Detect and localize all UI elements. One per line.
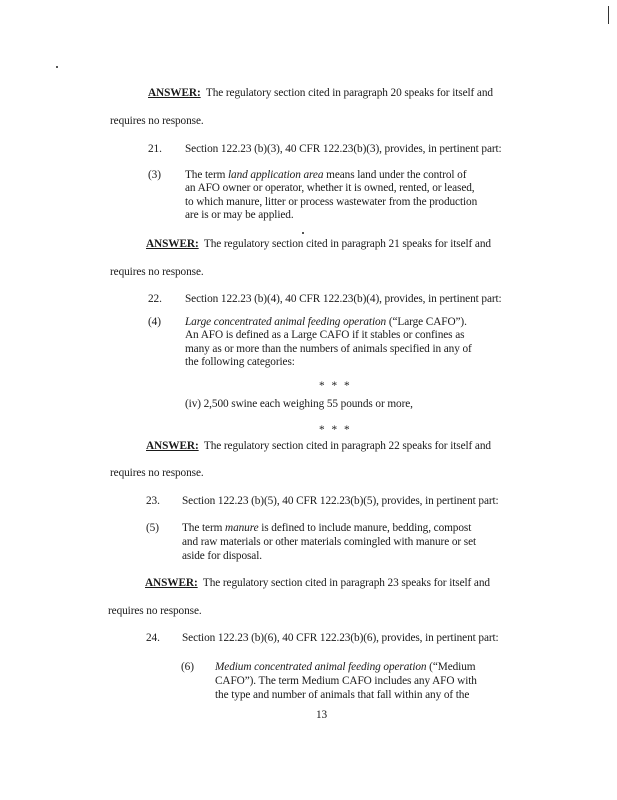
answer-23-line-1: [145, 577, 490, 590]
quote-21-line-2: an AFO owner or operator, whether it is owned, rented, or leased,: [185, 182, 475, 194]
quote-22-line-4: the following categories:: [185, 356, 295, 368]
quote-24-line-1: Medium concentrated animal feeding operation (“Medium: [215, 661, 476, 673]
paragraph-21-text: Section 122.23 (b)(3), 40 CFR 122.23(b)(3), provides, in pertinent part:: [185, 143, 502, 155]
paragraph-21-number: 21.: [148, 143, 162, 155]
ellipsis-stars: * * *: [319, 424, 352, 436]
quote-21-line-3: to which manure, litter or process wastewater from the production: [185, 196, 478, 208]
answer-label: ANSWER:: [148, 87, 201, 99]
quote-23-line-3: aside for disposal.: [182, 550, 262, 562]
page-number: 13: [316, 709, 328, 721]
answer-21-line-2: requires no response.: [110, 266, 204, 278]
answer-label: ANSWER:: [146, 238, 199, 250]
quote-21-line-4: are is or may be applied.: [185, 209, 294, 221]
defined-term: land application area: [228, 169, 324, 181]
answer-22-line-1: [146, 440, 491, 453]
quote-23-number: (5): [146, 522, 159, 534]
quote-21-number: (3): [148, 169, 161, 181]
paragraph-22-text: Section 122.23 (b)(4), 40 CFR 122.23(b)(4), provides, in pertinent part:: [185, 293, 502, 305]
answer-text: The regulatory section cited in paragraph 21 speaks for itself and: [203, 238, 491, 250]
answer-text: The regulatory section cited in paragraph 22 speaks for itself and: [203, 440, 491, 452]
answer-22-line-2: requires no response.: [110, 467, 204, 479]
answer-20-line-1: [148, 87, 493, 100]
defined-term: Medium concentrated animal feeding operation: [215, 661, 427, 673]
quote-22-line-3: many as or more than the numbers of animals specified in any of: [185, 343, 472, 355]
answer-text: The regulatory section cited in paragraph 23 speaks for itself and: [202, 577, 490, 589]
scan-speck: [302, 232, 304, 234]
paragraph-22-number: 22.: [148, 293, 162, 305]
quote-22-line-1: Large concentrated animal feeding operation (“Large CAFO”).: [185, 316, 467, 328]
quote-23-line-1: The term manure is defined to include manure, bedding, compost: [182, 522, 472, 534]
quote-23-line-2: and raw materials or other materials comingled with manure or set: [182, 536, 477, 548]
defined-term: manure: [225, 522, 259, 534]
answer-label: ANSWER:: [146, 440, 199, 452]
scan-edge-mark: [608, 6, 609, 24]
quote-22-number: (4): [148, 316, 161, 328]
paragraph-24-number: 24.: [146, 632, 160, 644]
quote-22-line-2: An AFO is defined as a Large CAFO if it stables or confines as: [185, 329, 465, 341]
answer-text: The regulatory section cited in paragraph 20 speaks for itself and: [205, 87, 493, 99]
quote-24-number: (6): [181, 661, 194, 673]
paragraph-23-number: 23.: [146, 495, 160, 507]
answer-23-line-2: requires no response.: [108, 605, 202, 617]
quote-22-item-iv: (iv) 2,500 swine each weighing 55 pounds or more,: [185, 398, 413, 410]
scan-speck: [56, 66, 58, 68]
answer-label: ANSWER:: [145, 577, 198, 589]
answer-21-line-1: [146, 238, 491, 251]
quote-24-line-3: the type and number of animals that fall within any of the: [215, 689, 470, 701]
paragraph-24-text: Section 122.23 (b)(6), 40 CFR 122.23(b)(6), provides, in pertinent part:: [182, 632, 499, 644]
ellipsis-stars: * * *: [319, 380, 352, 392]
defined-term: Large concentrated animal feeding operation: [185, 316, 387, 328]
quote-24-line-2: CAFO”). The term Medium CAFO includes any AFO with: [215, 675, 477, 687]
paragraph-23-text: Section 122.23 (b)(5), 40 CFR 122.23(b)(5), provides, in pertinent part:: [182, 495, 499, 507]
answer-20-line-2: requires no response.: [110, 115, 204, 127]
quote-21-line-1: The term land application area means land under the control of: [185, 169, 467, 181]
